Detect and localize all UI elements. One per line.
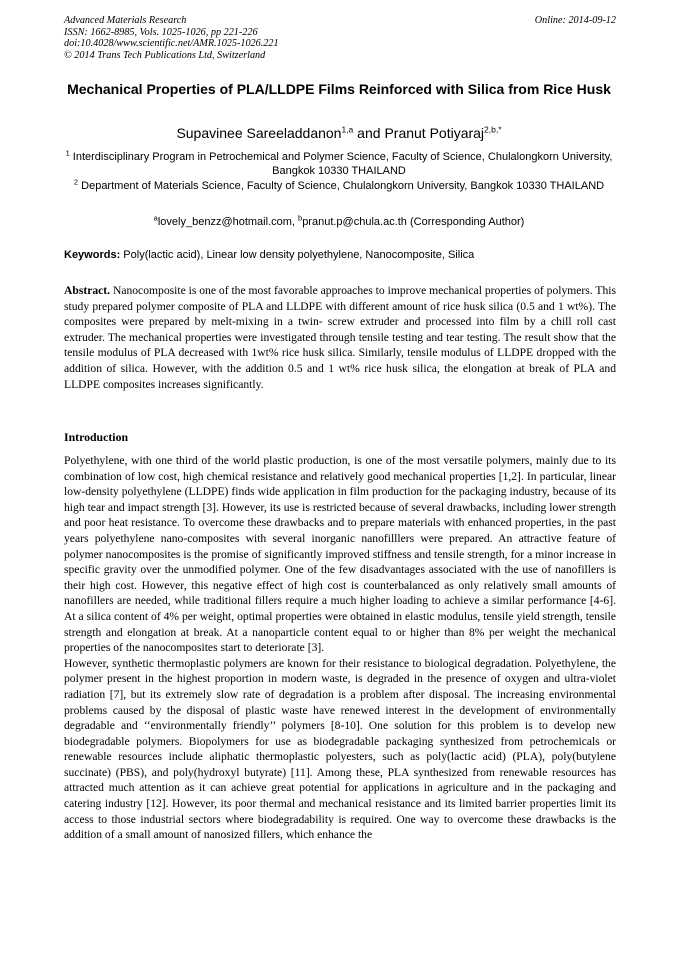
- body-paragraph: However, synthetic thermoplastic polymers are known for their resistance to biological degradation. Polyethylene, the polymer present in the highest proportion in modern waste, is degraded in the presence of oxygen and ultra-violet radiation [7], but its extremely slow rate of degradation is a problem after disposal. The increasing environmental problems caused by the disposal of plastic waste have renewed interest in the development of environmentally degradable and ‘‘environmentally friendly’’ polymers [8-10]. One solution for this problem is to develop new biodegradable polymers. Biopolymers for use as biodegradable packaging synthesized from petrochemicals or renewable resources include aliphatic thermoplastic polyesters, such as poly(lactic acid) (PLA), poly(butylene succinate) (PBS), and poly(hydroxyl butyrate) [11]. Among these, PLA synthesized from renewable resources has attracted much attention as it can achieve great potential for applications in agriculture and in the packaging and catering industry [12]. However, its poor thermal and mechanical resistance and its limited barrier properties limit its access to those industrial sectors where biodegradability is required. One way to overcome these drawbacks is the addition of a small amount of nanosized fillers, which enhance the: [64, 656, 616, 842]
- author-name: Pranut Potiyaraj: [384, 125, 485, 141]
- introduction-body: [64, 453, 616, 843]
- paper-title: Mechanical Properties of PLA/LLDPE Films Reinforced with Silica from Rice Husk: [67, 81, 611, 97]
- author-superscript: 2,b,*: [484, 124, 502, 135]
- abstract-label: Abstract.: [64, 284, 111, 297]
- affiliation-number: 2: [73, 177, 79, 187]
- author-conjunction: and: [353, 125, 385, 141]
- author-emails: [60, 215, 618, 229]
- author-line: [60, 125, 618, 142]
- journal-header: [64, 15, 616, 61]
- affiliation-1: [60, 150, 618, 179]
- affiliation-number: 1: [65, 148, 70, 158]
- keywords-text: Poly(lactic acid), Linear low density polyethylene, Nanocomposite, Silica: [120, 249, 475, 261]
- abstract: [64, 283, 616, 392]
- email-a[interactable]: lovely_benzz@hotmail.com,: [157, 216, 299, 228]
- author-name: Supavinee Sareeladdanon: [176, 125, 342, 141]
- abstract-text: Nanocomposite is one of the most favorable approaches to improve mechanical properties of polymers. This study prepared polymer composite of PLA and LLDPE with different amount of rice husk silica (0.5 and 1 wt%). The composites were prepared by melt-mixing in a twin- screw extruder and processed into film by a chill roll cast extruder. The mechanical properties were investigated through tensile testing and tear testing. The result show that the tensile modulus of PLA decreased with 1wt% rice husk silica. Similarly, tensile modulus of LLDPE dropped with the addition of silica. However, with the addition 0.5 and 1 wt% rice husk silica, the elongation at break of PLA and LLDPE composites increases significantly.: [64, 284, 616, 391]
- email-superscript: a: [153, 213, 158, 223]
- email-b[interactable]: pranut.p@chula.ac.th (Corresponding Author): [302, 216, 525, 228]
- body-paragraph: Polyethylene, with one third of the world plastic production, is one of the most versatile polymers, mainly due to its combination of low cost, high chemical resistance and relatively good mechanical properties [1,2]. In particular, linear low-density polyethylene (LLDPE) finds wide application in film production for the packaging industry, because of its high tear and impact strength [3]. However, its use is restricted because of several drawbacks, including lower strength and poor heat resistance. To overcome these drawbacks and to prepare materials with enhanced properties, in the past years polyethylene nano-composites with several inorganic nanofilllers were prepared. An attractive feature of polymer nanocomposites is the promise of significantly improved stiffness and tensile strength, for a minor increase in specific gravity over the unmodified polymer. One of the few disadvantages associated with the use of nanofillers is their high cost. However, this negative effect of high cost is counterbalanced as only relatively small amounts of nanofillers are needed, while traditional fillers require a much higher loading to achieve a similar performance [4-6]. At a silica content of 4% per weight, optimal properties were obtained in elastic modulus, tensile yield strength, tensile strength and elongation at break. At a nanoparticle content equal to or higher than 8% per weight the mechanical properties of the nanocomposites start to deteriorate [3].: [64, 454, 616, 655]
- affiliation-2: [60, 179, 618, 193]
- journal-name: Advanced Materials Research: [64, 15, 187, 26]
- online-date: Online: 2014-09-12: [534, 15, 616, 26]
- doi-line: doi:10.4028/www.scientific.net/AMR.1025-1026.221: [64, 38, 279, 50]
- author-superscript: 1,a: [341, 124, 354, 135]
- introduction-heading: Introduction: [64, 430, 129, 444]
- affiliation-text: Interdisciplinary Program in Petrochemical and Polymer Science, Faculty of Science, Chulalongkorn University, Bangkok 10330 THAILAND: [69, 151, 613, 178]
- copyright-line: © 2014 Trans Tech Publications Ltd, Switzerland: [64, 49, 266, 61]
- keywords-label: Keywords:: [64, 249, 121, 261]
- affiliation-text: Department of Materials Science, Faculty of Science, Chulalongkorn University, Bangkok 10330 THAILAND: [78, 180, 605, 192]
- issn-line: ISSN: 1662-8985, Vols. 1025-1026, pp 221-226: [64, 26, 258, 38]
- keywords: [64, 248, 616, 262]
- email-superscript: b: [298, 213, 303, 223]
